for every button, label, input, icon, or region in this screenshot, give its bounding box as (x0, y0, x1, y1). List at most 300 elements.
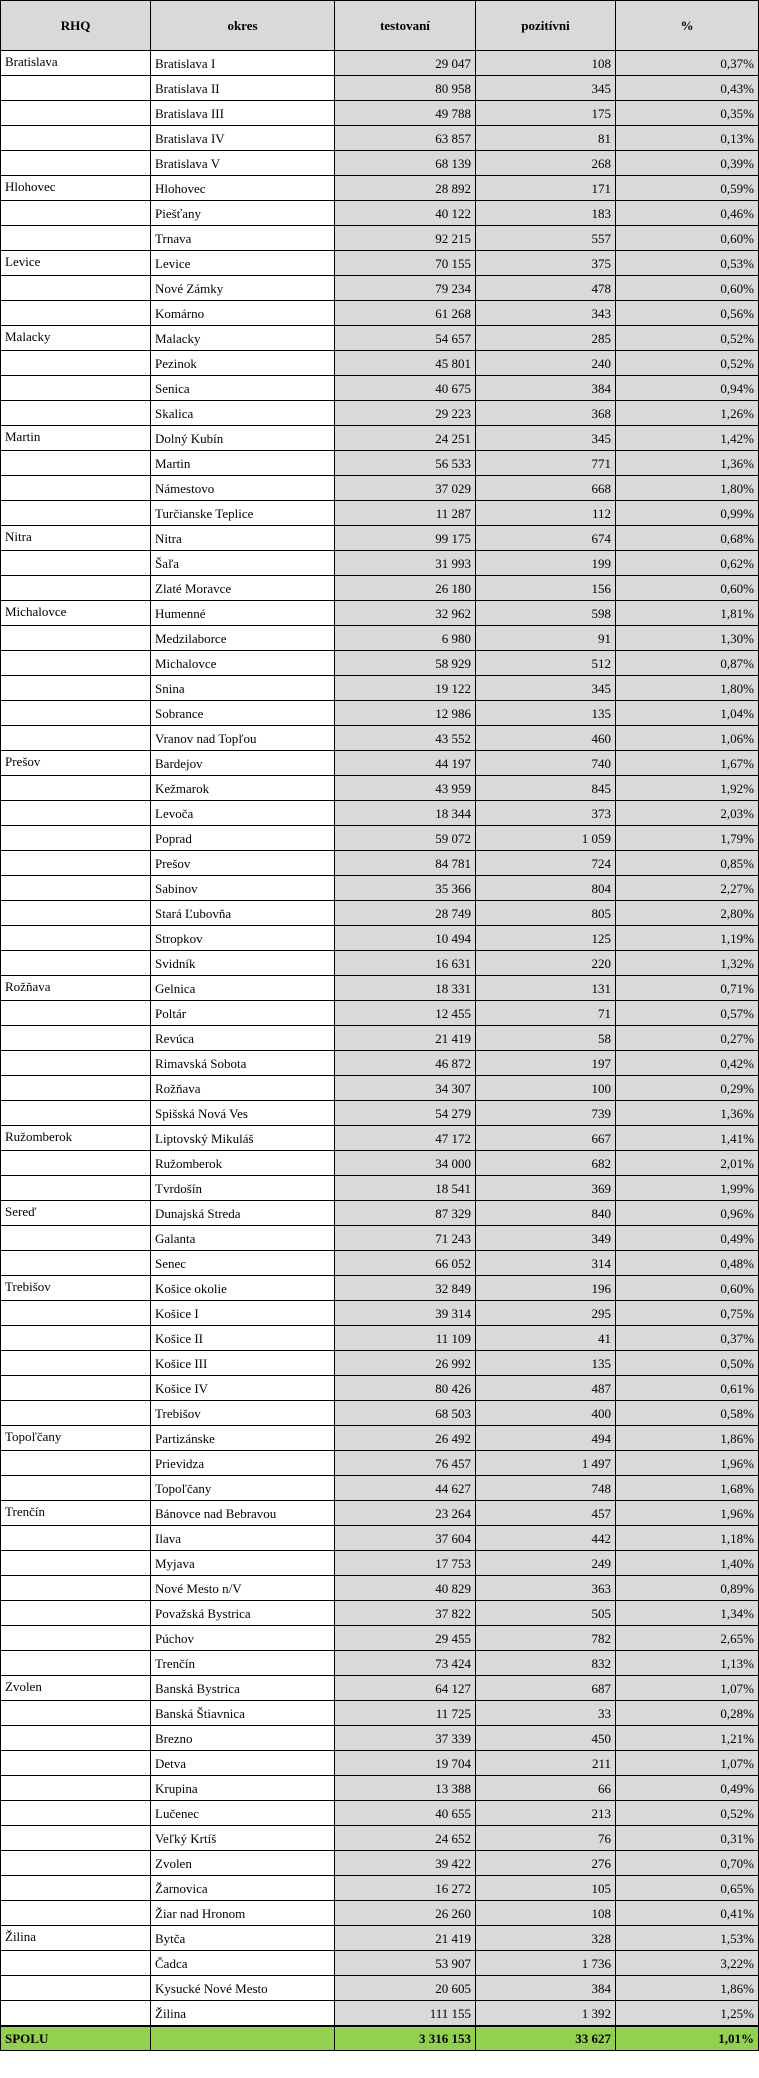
cell-testovani: 24 652 (335, 1826, 476, 1851)
cell-rhq (1, 926, 151, 951)
cell-testovani: 29 223 (335, 401, 476, 426)
cell-percent: 0,39% (616, 151, 759, 176)
cell-pozitivni: 81 (476, 126, 616, 151)
cell-percent: 0,29% (616, 1076, 759, 1101)
cell-okres: Ilava (151, 1526, 335, 1551)
total-okres (151, 2026, 335, 2051)
table-row (1, 826, 759, 851)
cell-testovani: 34 000 (335, 1151, 476, 1176)
cell-percent: 0,60% (616, 1276, 759, 1301)
cell-percent: 1,86% (616, 1426, 759, 1451)
cell-okres: Galanta (151, 1226, 335, 1251)
table-row (1, 1026, 759, 1051)
cell-testovani: 43 552 (335, 726, 476, 751)
cell-rhq (1, 126, 151, 151)
table-row (1, 776, 759, 801)
table-row (1, 276, 759, 301)
cell-rhq (1, 1176, 151, 1201)
total-percent: 1,01% (616, 2026, 759, 2051)
cell-okres: Žarnovica (151, 1876, 335, 1901)
cell-percent: 0,53% (616, 251, 759, 276)
cell-okres: Hlohovec (151, 176, 335, 201)
cell-okres: Banská Štiavnica (151, 1701, 335, 1726)
cell-testovani: 11 725 (335, 1701, 476, 1726)
cell-rhq (1, 726, 151, 751)
cell-pozitivni: 668 (476, 476, 616, 501)
cell-testovani: 29 455 (335, 1626, 476, 1651)
cell-okres: Stropkov (151, 926, 335, 951)
cell-okres: Kysucké Nové Mesto (151, 1976, 335, 2001)
cell-okres: Čadca (151, 1951, 335, 1976)
cell-okres: Považská Bystrica (151, 1601, 335, 1626)
cell-testovani: 34 307 (335, 1076, 476, 1101)
cell-rhq: Prešov (1, 751, 151, 776)
cell-pozitivni: 345 (476, 676, 616, 701)
table-row (1, 751, 759, 776)
cell-rhq (1, 76, 151, 101)
cell-testovani: 6 980 (335, 626, 476, 651)
cell-pozitivni: 108 (476, 1901, 616, 1926)
cell-rhq (1, 1076, 151, 1101)
cell-okres: Košice IV (151, 1376, 335, 1401)
cell-okres: Ružomberok (151, 1151, 335, 1176)
cell-okres: Piešťany (151, 201, 335, 226)
cell-testovani: 44 197 (335, 751, 476, 776)
cell-pozitivni: 196 (476, 1276, 616, 1301)
cell-rhq (1, 476, 151, 501)
cell-percent: 1,68% (616, 1476, 759, 1501)
cell-pozitivni: 249 (476, 1551, 616, 1576)
table-row (1, 1676, 759, 1701)
total-row (1, 2026, 759, 2051)
total-testovani: 3 316 153 (335, 2026, 476, 2051)
cell-percent: 2,27% (616, 876, 759, 901)
cell-okres: Levoča (151, 801, 335, 826)
table-row (1, 1401, 759, 1426)
cell-rhq (1, 676, 151, 701)
cell-percent: 1,86% (616, 1976, 759, 2001)
cell-percent: 3,22% (616, 1951, 759, 1976)
table-row (1, 876, 759, 901)
cell-okres: Stará Ľubovňa (151, 901, 335, 926)
cell-percent: 0,46% (616, 201, 759, 226)
cell-pozitivni: 840 (476, 1201, 616, 1226)
cell-pozitivni: 199 (476, 551, 616, 576)
cell-rhq: Žilina (1, 1926, 151, 1951)
cell-testovani: 21 419 (335, 1926, 476, 1951)
cell-pozitivni: 739 (476, 1101, 616, 1126)
cell-percent: 1,19% (616, 926, 759, 951)
cell-percent: 0,65% (616, 1876, 759, 1901)
cell-rhq (1, 1826, 151, 1851)
cell-pozitivni: 832 (476, 1651, 616, 1676)
cell-rhq (1, 1251, 151, 1276)
cell-pozitivni: 345 (476, 76, 616, 101)
cell-pozitivni: 450 (476, 1726, 616, 1751)
cell-testovani: 80 958 (335, 76, 476, 101)
cell-percent: 1,25% (616, 2001, 759, 2027)
cell-rhq (1, 951, 151, 976)
table-row (1, 101, 759, 126)
cell-okres: Trebišov (151, 1401, 335, 1426)
cell-pozitivni: 220 (476, 951, 616, 976)
cell-rhq: Rožňava (1, 976, 151, 1001)
cell-okres: Myjava (151, 1551, 335, 1576)
cell-testovani: 19 122 (335, 676, 476, 701)
table-row (1, 601, 759, 626)
cell-okres: Zvolen (151, 1851, 335, 1876)
cell-pozitivni: 76 (476, 1826, 616, 1851)
cell-percent: 0,52% (616, 1801, 759, 1826)
cell-percent: 1,96% (616, 1501, 759, 1526)
cell-okres: Banská Bystrica (151, 1676, 335, 1701)
table-row (1, 1476, 759, 1501)
cell-testovani: 16 631 (335, 951, 476, 976)
cell-okres: Rožňava (151, 1076, 335, 1101)
cell-pozitivni: 805 (476, 901, 616, 926)
cell-rhq (1, 1851, 151, 1876)
cell-pozitivni: 135 (476, 1351, 616, 1376)
cell-okres: Žiar nad Hronom (151, 1901, 335, 1926)
cell-pozitivni: 41 (476, 1326, 616, 1351)
table-row (1, 1051, 759, 1076)
cell-percent: 0,89% (616, 1576, 759, 1601)
cell-testovani: 32 849 (335, 1276, 476, 1301)
table-row (1, 926, 759, 951)
cell-testovani: 35 366 (335, 876, 476, 901)
cell-rhq (1, 376, 151, 401)
cell-pozitivni: 240 (476, 351, 616, 376)
cell-testovani: 64 127 (335, 1676, 476, 1701)
cell-rhq (1, 1301, 151, 1326)
cell-okres: Komárno (151, 301, 335, 326)
cell-testovani: 39 422 (335, 1851, 476, 1876)
table-row (1, 551, 759, 576)
cell-testovani: 56 533 (335, 451, 476, 476)
table-row (1, 451, 759, 476)
table-row (1, 801, 759, 826)
table-row (1, 326, 759, 351)
cell-pozitivni: 112 (476, 501, 616, 526)
cell-pozitivni: 343 (476, 301, 616, 326)
table-row (1, 1426, 759, 1451)
cell-percent: 1,96% (616, 1451, 759, 1476)
cell-testovani: 68 139 (335, 151, 476, 176)
cell-okres: Dolný Kubín (151, 426, 335, 451)
cell-percent: 0,27% (616, 1026, 759, 1051)
cell-pozitivni: 91 (476, 626, 616, 651)
cell-rhq (1, 301, 151, 326)
table-row (1, 376, 759, 401)
cell-pozitivni: 314 (476, 1251, 616, 1276)
cell-percent: 0,49% (616, 1226, 759, 1251)
cell-testovani: 18 331 (335, 976, 476, 1001)
cell-testovani: 11 109 (335, 1326, 476, 1351)
cell-rhq (1, 1576, 151, 1601)
cell-percent: 0,75% (616, 1301, 759, 1326)
table-row (1, 1301, 759, 1326)
cell-percent: 2,01% (616, 1151, 759, 1176)
cell-rhq: Levice (1, 251, 151, 276)
cell-pozitivni: 285 (476, 326, 616, 351)
cell-pozitivni: 268 (476, 151, 616, 176)
cell-pozitivni: 667 (476, 1126, 616, 1151)
cell-okres: Vranov nad Topľou (151, 726, 335, 751)
table-row (1, 676, 759, 701)
cell-okres: Partizánske (151, 1426, 335, 1451)
cell-okres: Turčianske Teplice (151, 501, 335, 526)
cell-percent: 1,36% (616, 451, 759, 476)
cell-testovani: 68 503 (335, 1401, 476, 1426)
cell-testovani: 76 457 (335, 1451, 476, 1476)
cell-okres: Prešov (151, 851, 335, 876)
cell-percent: 1,67% (616, 751, 759, 776)
cell-pozitivni: 505 (476, 1601, 616, 1626)
cell-rhq (1, 851, 151, 876)
cell-okres: Senec (151, 1251, 335, 1276)
cell-okres: Košice I (151, 1301, 335, 1326)
table-row (1, 176, 759, 201)
cell-percent: 0,50% (616, 1351, 759, 1376)
cell-pozitivni: 105 (476, 1876, 616, 1901)
cell-pozitivni: 108 (476, 51, 616, 76)
cell-okres: Púchov (151, 1626, 335, 1651)
cell-testovani: 80 426 (335, 1376, 476, 1401)
cell-rhq (1, 1901, 151, 1926)
cell-rhq (1, 1876, 151, 1901)
cell-okres: Malacky (151, 326, 335, 351)
cell-pozitivni: 687 (476, 1676, 616, 1701)
cell-rhq (1, 551, 151, 576)
cell-rhq (1, 1801, 151, 1826)
cell-percent: 1,32% (616, 951, 759, 976)
cell-percent: 0,49% (616, 1776, 759, 1801)
cell-testovani: 37 822 (335, 1601, 476, 1626)
table-row (1, 1101, 759, 1126)
cell-rhq (1, 101, 151, 126)
cell-percent: 1,81% (616, 601, 759, 626)
table-row (1, 1726, 759, 1751)
cell-testovani: 49 788 (335, 101, 476, 126)
cell-rhq (1, 701, 151, 726)
table-row (1, 126, 759, 151)
cell-pozitivni: 369 (476, 1176, 616, 1201)
cell-okres: Liptovský Mikuláš (151, 1126, 335, 1151)
cell-percent: 1,30% (616, 626, 759, 651)
cell-okres: Bratislava III (151, 101, 335, 126)
cell-pozitivni: 598 (476, 601, 616, 626)
cell-rhq (1, 1726, 151, 1751)
cell-testovani: 43 959 (335, 776, 476, 801)
cell-testovani: 73 424 (335, 1651, 476, 1676)
cell-percent: 0,28% (616, 1701, 759, 1726)
cell-percent: 1,53% (616, 1926, 759, 1951)
cell-okres: Kežmarok (151, 776, 335, 801)
cell-percent: 0,41% (616, 1901, 759, 1926)
cell-testovani: 18 541 (335, 1176, 476, 1201)
cell-percent: 2,03% (616, 801, 759, 826)
cell-rhq: Nitra (1, 526, 151, 551)
cell-percent: 0,60% (616, 226, 759, 251)
cell-percent: 1,21% (616, 1726, 759, 1751)
cell-percent: 0,52% (616, 326, 759, 351)
cell-okres: Košice II (151, 1326, 335, 1351)
cell-testovani: 63 857 (335, 126, 476, 151)
cell-pozitivni: 368 (476, 401, 616, 426)
table-row (1, 1626, 759, 1651)
cell-percent: 0,62% (616, 551, 759, 576)
cell-percent: 1,42% (616, 426, 759, 451)
cell-percent: 1,06% (616, 726, 759, 751)
cell-okres: Brezno (151, 1726, 335, 1751)
cell-pozitivni: 724 (476, 851, 616, 876)
cell-pozitivni: 156 (476, 576, 616, 601)
table-row (1, 951, 759, 976)
header-testovani: testovaní (335, 1, 476, 51)
cell-okres: Bánovce nad Bebravou (151, 1501, 335, 1526)
cell-okres: Poltár (151, 1001, 335, 1026)
cell-rhq (1, 876, 151, 901)
cell-testovani: 24 251 (335, 426, 476, 451)
cell-percent: 1,79% (616, 826, 759, 851)
cell-percent: 0,52% (616, 351, 759, 376)
table-row (1, 1351, 759, 1376)
cell-rhq (1, 1526, 151, 1551)
cell-pozitivni: 557 (476, 226, 616, 251)
cell-okres: Pezinok (151, 351, 335, 376)
table-row (1, 1876, 759, 1901)
table-row (1, 1151, 759, 1176)
cell-okres: Košice okolie (151, 1276, 335, 1301)
cell-okres: Bratislava V (151, 151, 335, 176)
cell-okres: Revúca (151, 1026, 335, 1051)
cell-okres: Nové Mesto n/V (151, 1576, 335, 1601)
cell-pozitivni: 171 (476, 176, 616, 201)
table-row (1, 1376, 759, 1401)
cell-pozitivni: 457 (476, 1501, 616, 1526)
cell-percent: 1,04% (616, 701, 759, 726)
table-row (1, 476, 759, 501)
cell-testovani: 84 781 (335, 851, 476, 876)
cell-testovani: 16 272 (335, 1876, 476, 1901)
cell-pozitivni: 400 (476, 1401, 616, 1426)
cell-pozitivni: 384 (476, 376, 616, 401)
cell-pozitivni: 1 392 (476, 2001, 616, 2027)
cell-okres: Krupina (151, 1776, 335, 1801)
cell-okres: Veľký Krtíš (151, 1826, 335, 1851)
cell-percent: 0,58% (616, 1401, 759, 1426)
cell-rhq: Trenčín (1, 1501, 151, 1526)
cell-testovani: 19 704 (335, 1751, 476, 1776)
table-row (1, 76, 759, 101)
total-label: SPOLU (1, 2026, 151, 2051)
cell-okres: Šaľa (151, 551, 335, 576)
cell-testovani: 40 829 (335, 1576, 476, 1601)
cell-percent: 0,37% (616, 1326, 759, 1351)
cell-pozitivni: 183 (476, 201, 616, 226)
cell-testovani: 28 892 (335, 176, 476, 201)
cell-pozitivni: 487 (476, 1376, 616, 1401)
cell-rhq (1, 1451, 151, 1476)
cell-pozitivni: 345 (476, 426, 616, 451)
cell-testovani: 10 494 (335, 926, 476, 951)
cell-rhq (1, 1626, 151, 1651)
cell-rhq: Hlohovec (1, 176, 151, 201)
cell-percent: 0,43% (616, 76, 759, 101)
table-row (1, 51, 759, 76)
cell-pozitivni: 175 (476, 101, 616, 126)
cell-okres: Žilina (151, 2001, 335, 2027)
cell-percent: 0,56% (616, 301, 759, 326)
table-row (1, 1451, 759, 1476)
cell-rhq (1, 1701, 151, 1726)
cell-testovani: 71 243 (335, 1226, 476, 1251)
cell-testovani: 87 329 (335, 1201, 476, 1226)
cell-pozitivni: 211 (476, 1751, 616, 1776)
cell-rhq (1, 1551, 151, 1576)
cell-testovani: 58 929 (335, 651, 476, 676)
cell-rhq (1, 576, 151, 601)
cell-testovani: 12 455 (335, 1001, 476, 1026)
cell-rhq (1, 1401, 151, 1426)
cell-okres: Gelnica (151, 976, 335, 1001)
cell-okres: Námestovo (151, 476, 335, 501)
cell-okres: Dunajská Streda (151, 1201, 335, 1226)
cell-okres: Skalica (151, 401, 335, 426)
cell-rhq (1, 651, 151, 676)
cell-testovani: 79 234 (335, 276, 476, 301)
table-row (1, 1826, 759, 1851)
cell-testovani: 40 655 (335, 1801, 476, 1826)
cell-testovani: 61 268 (335, 301, 476, 326)
cell-pozitivni: 460 (476, 726, 616, 751)
table-row (1, 1976, 759, 2001)
table-row (1, 1601, 759, 1626)
cell-testovani: 45 801 (335, 351, 476, 376)
cell-testovani: 40 122 (335, 201, 476, 226)
cell-pozitivni: 131 (476, 976, 616, 1001)
cell-testovani: 37 029 (335, 476, 476, 501)
cell-rhq (1, 201, 151, 226)
cell-testovani: 92 215 (335, 226, 476, 251)
cell-pozitivni: 197 (476, 1051, 616, 1076)
cell-percent: 1,34% (616, 1601, 759, 1626)
cell-percent: 1,80% (616, 476, 759, 501)
cell-testovani: 47 172 (335, 1126, 476, 1151)
cell-rhq: Trebišov (1, 1276, 151, 1301)
cell-rhq (1, 1226, 151, 1251)
table-row (1, 626, 759, 651)
table-row (1, 976, 759, 1001)
table-row (1, 401, 759, 426)
cell-percent: 0,68% (616, 526, 759, 551)
cell-percent: 0,85% (616, 851, 759, 876)
cell-percent: 0,94% (616, 376, 759, 401)
cell-okres: Tvrdošín (151, 1176, 335, 1201)
cell-rhq (1, 1476, 151, 1501)
cell-percent: 0,59% (616, 176, 759, 201)
cell-pozitivni: 66 (476, 1776, 616, 1801)
cell-testovani: 26 260 (335, 1901, 476, 1926)
cell-rhq (1, 1026, 151, 1051)
cell-okres: Zlaté Moravce (151, 576, 335, 601)
table-row (1, 201, 759, 226)
table-row (1, 1751, 759, 1776)
cell-testovani: 39 314 (335, 1301, 476, 1326)
cell-okres: Medzilaborce (151, 626, 335, 651)
table-row (1, 1501, 759, 1526)
cell-okres: Topoľčany (151, 1476, 335, 1501)
